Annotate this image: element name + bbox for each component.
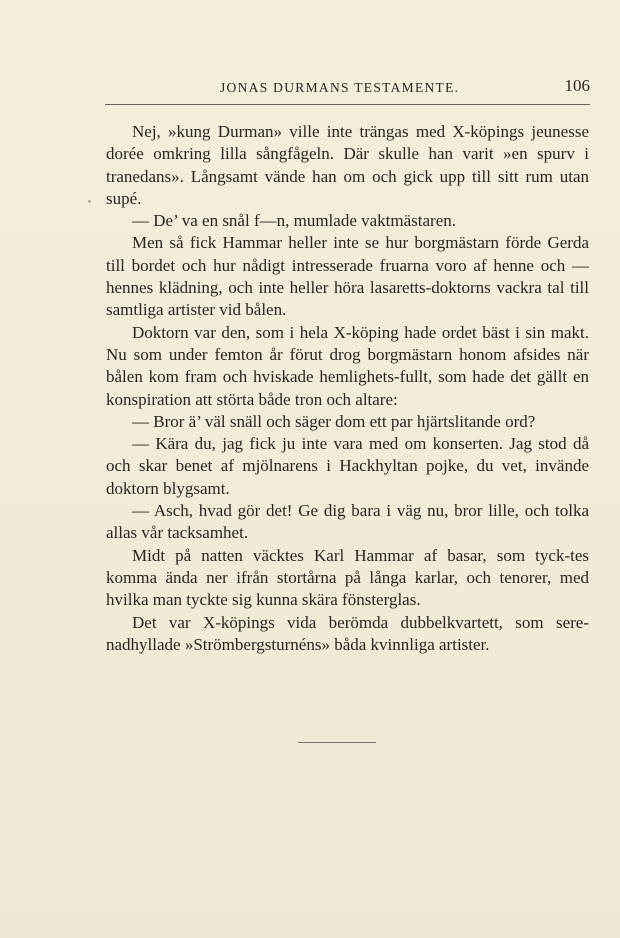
paragraph: — Bror ä’ väl snäll och säger dom ett par hjärtslitande ord? bbox=[132, 411, 536, 431]
paragraph: Det var X-köpings vida berömda dubbelkvartett, som sere-nadhyllade »Strömbergsturnéns» båda kvinnliga artister. bbox=[106, 612, 589, 654]
paragraph: Midt på natten väcktes Karl Hammar af basar, som tyck-tes komma ända ner ifrån stortårna på långa karlar, och tenorer, med hvilka man tyckte sig kunna skära fönsterglas. bbox=[106, 545, 589, 610]
page-number: 106 bbox=[564, 76, 590, 95]
paragraph: — De’ va en snål f—n, mumlade vaktmästaren. bbox=[132, 211, 456, 231]
body-text bbox=[106, 121, 589, 656]
paragraph: Doktorn var den, som i hela X-köping hade ordet bäst i sin makt. Nu som under femton år förut drog borgmästarn honom afsides när bålen kom fram och hviskade hemlighets-fullt, som hade det gällt en konspiration att störta både tron och altare: bbox=[106, 322, 589, 409]
header-rule bbox=[105, 104, 590, 105]
page-header bbox=[105, 76, 590, 104]
paragraph: Nej, »kung Durman» ville inte trängas med X-köpings jeunesse dorée omkring lilla sångfågeln. Där skulle han varit »en spurv i tranedans». Långsamt vände han om och gick upp till sitt rum utan supé. bbox=[106, 122, 589, 208]
paragraph: — Kära du, jag fick ju inte vara med om konserten. Jag stod då och skar benet af mjölnarens i Hackhyltan pojke, du vet, invände doktorn blygsamt. bbox=[106, 434, 589, 498]
paragraph: — Asch, hvad gör det! Ge dig bara i väg nu, bror lille, och tolka allas vår tacksamhet. bbox=[106, 501, 589, 543]
running-title: JONAS DURMANS TESTAMENTE. bbox=[220, 80, 460, 95]
paragraph: Men så fick Hammar heller inte se hur borgmästarn förde Gerda till bordet och hur nådigt intresserade fruarna voro af henne och — hennes klädning, och inte heller höra lasaretts-doktorns vackra tal till samtliga artister vid bålen. bbox=[106, 233, 589, 320]
end-rule bbox=[298, 742, 376, 743]
paper-speck bbox=[88, 200, 91, 203]
